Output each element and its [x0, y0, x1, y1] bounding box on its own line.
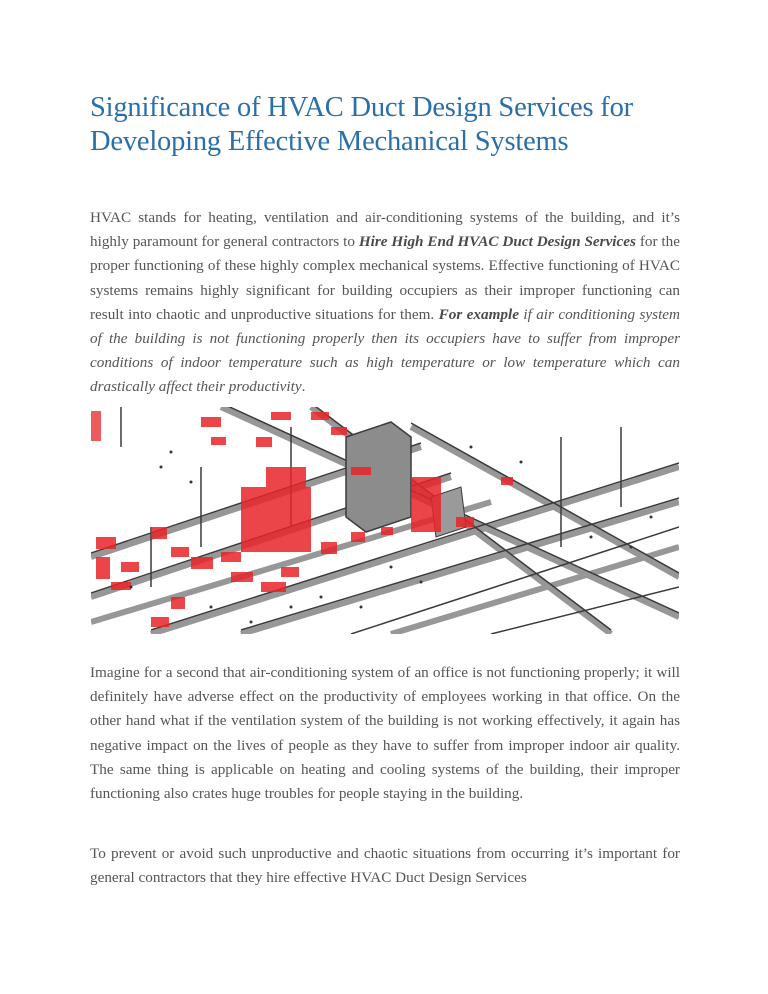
intro-middle-text: for the proper functioning of these highly complex mechanical systems. Effective functioning of HVAC systems remains highly significant for building occupiers as their improper functioning can result into chaotic and unproductive situations for them.: [90, 233, 680, 323]
example-label: For example: [438, 305, 519, 323]
intro-end: .: [301, 378, 306, 396]
paragraph-imagine: Imagine for a second that air-conditioning system of an office is not functioning properly; it will definitely have adverse effect on the productivity of employees working in that office. On the other hand what if the ventilation system of the building is not working effectively, it again has negative impact on the lives of people as they have to suffer from improper indoor air quality. The same thing is applicable on heating and cooling systems of the building, their improper functioning also crates huge troubles for people staying in the building.: [90, 664, 680, 803]
paragraph-intro: [90, 206, 680, 400]
example-text: if air conditioning system of the building is not functioning properly then its occupiers have to suffer from improper conditions of indoor temperature such as high temperature or low temperature which can drastically affect their productivity: [90, 305, 680, 396]
document-title: Significance of HVAC Duct Design Services for Developing Effective Mechanical Systems: [90, 92, 633, 157]
hvac-duct-diagram-icon: [91, 407, 679, 634]
paragraph-prevent: To prevent or avoid such unproductive and chaotic situations from occurring it’s important for general contractors that they hire effective HVAC Duct Design Services: [90, 845, 680, 887]
hire-hvac-services-link[interactable]: Hire High End HVAC Duct Design Services: [358, 233, 636, 251]
intro-text: HVAC stands for heating, ventilation and air-conditioning systems of the building, and it’s highly paramount for general contractors to: [90, 209, 680, 251]
hvac-model-image: [91, 407, 679, 634]
